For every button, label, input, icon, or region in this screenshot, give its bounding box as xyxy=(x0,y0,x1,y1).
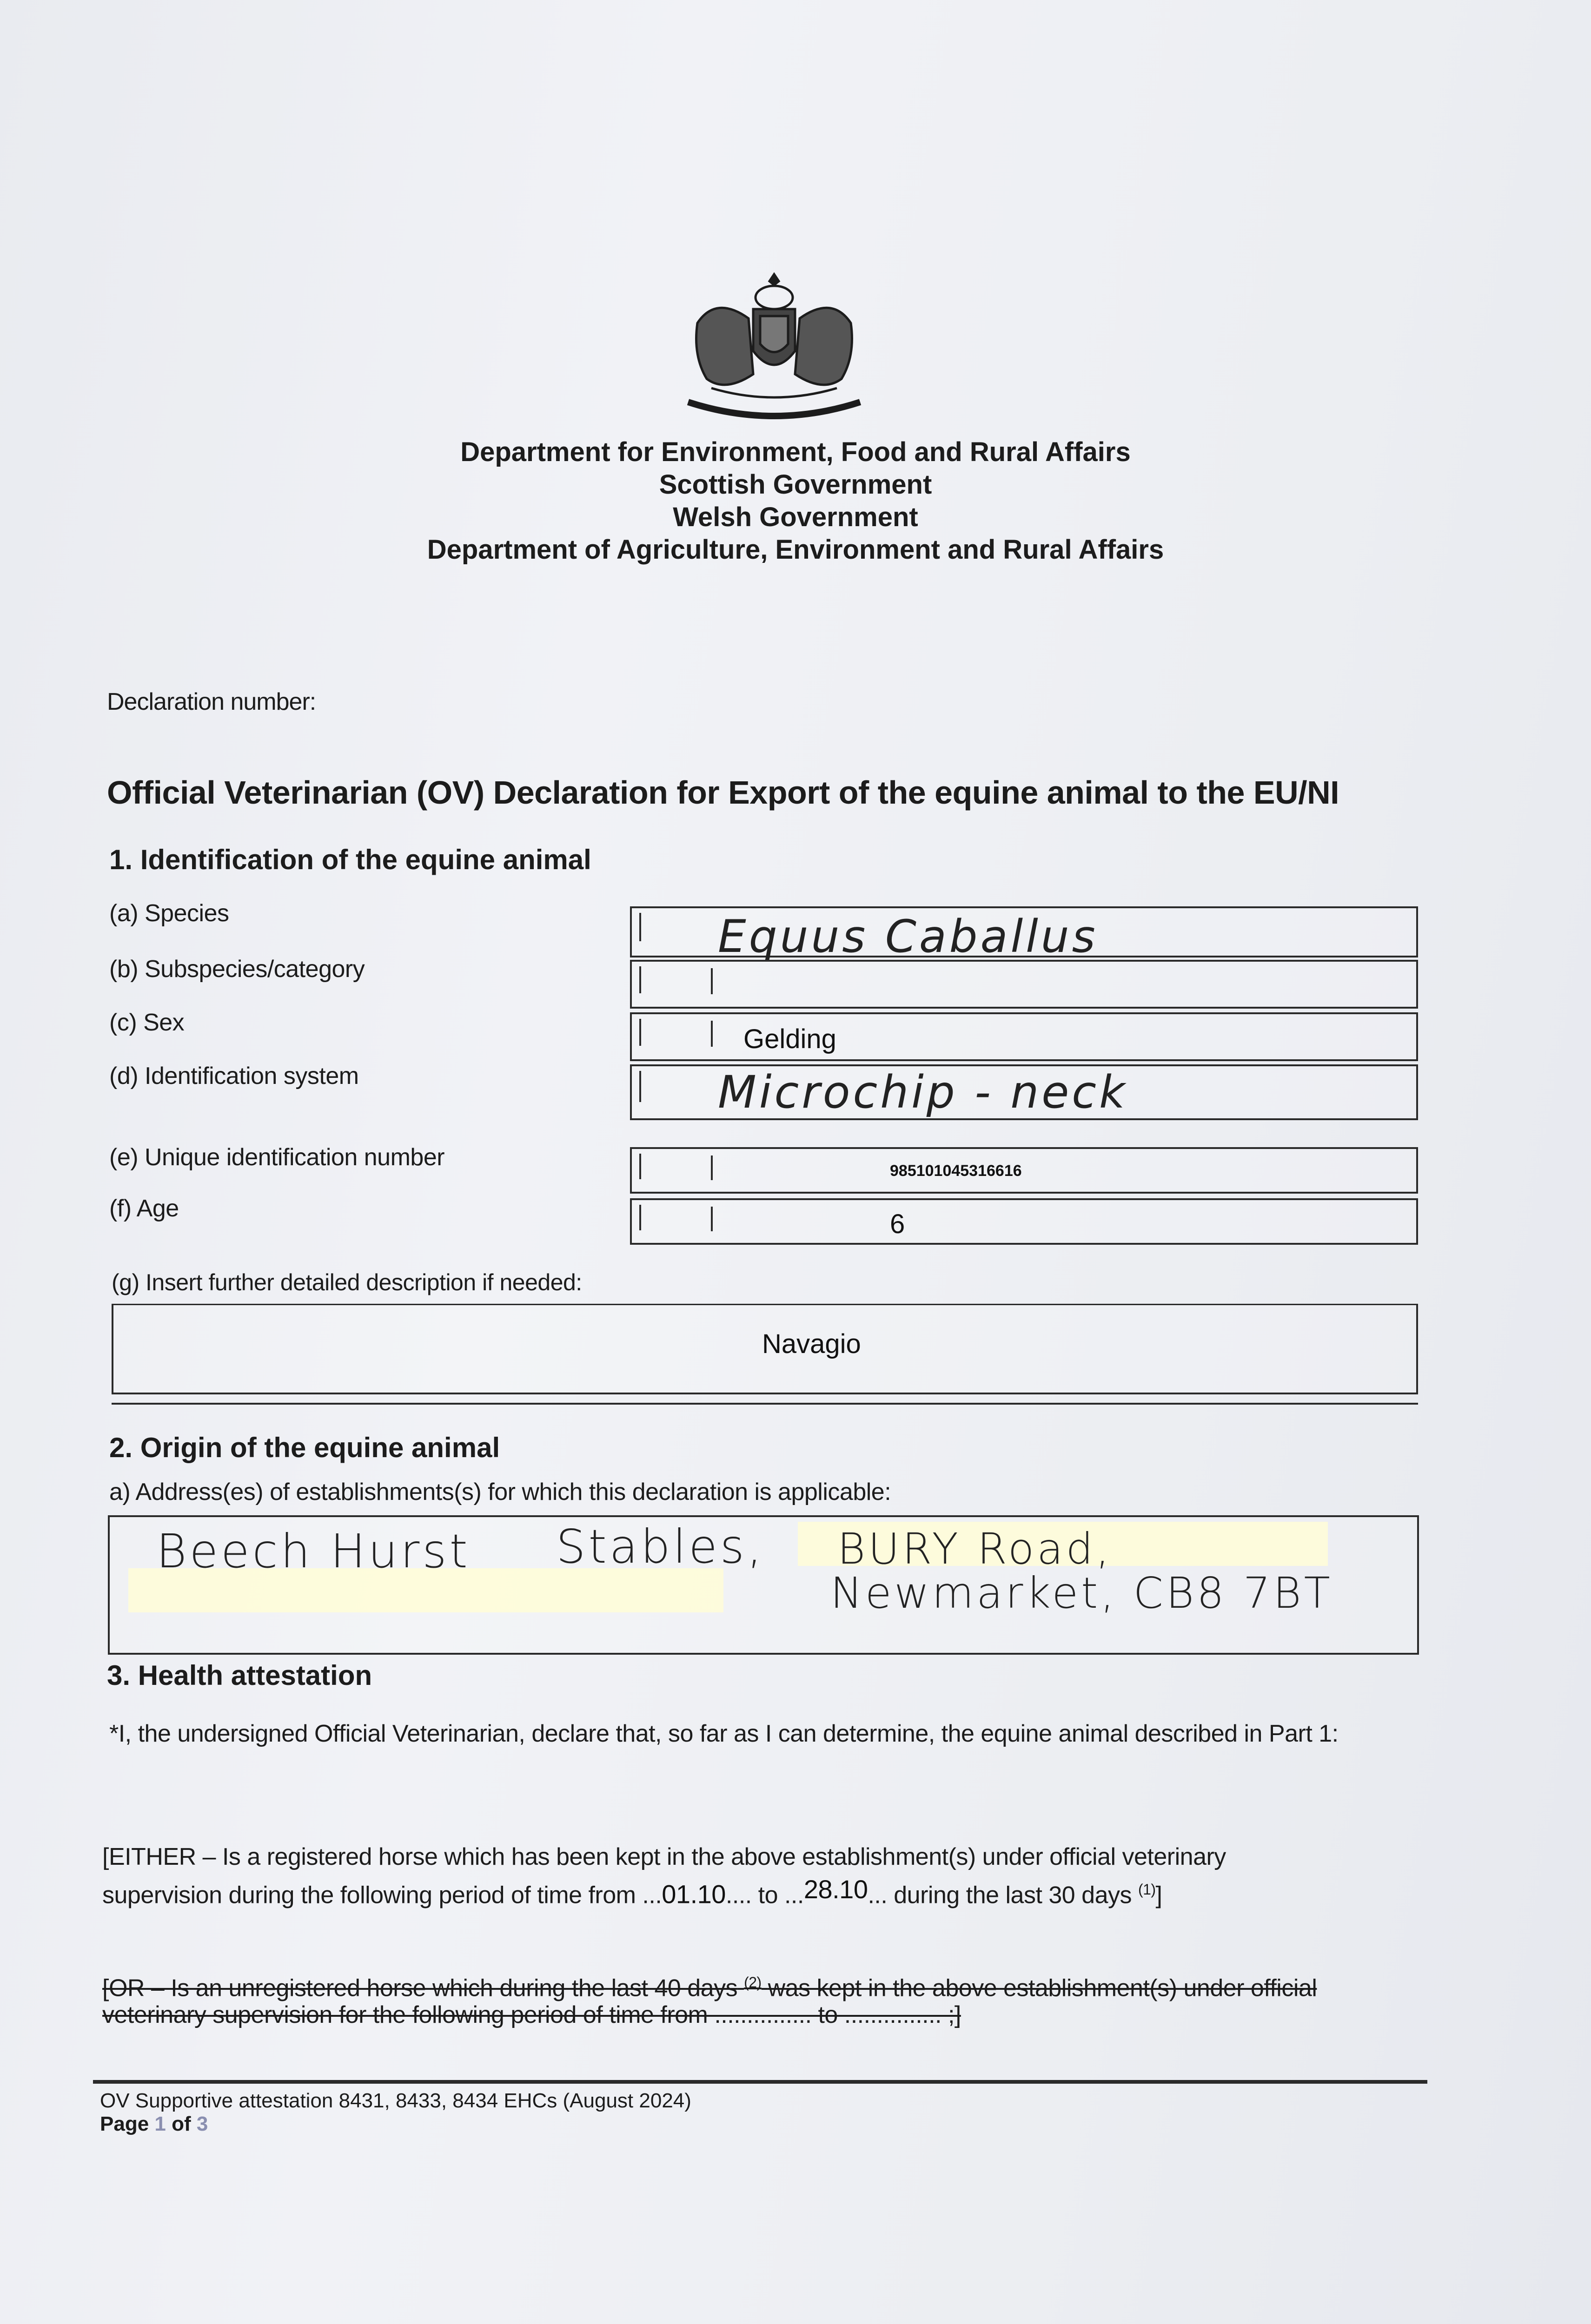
description-field[interactable] xyxy=(112,1304,1418,1394)
or-text-b: was kept in the above establishment(s) under official xyxy=(768,1974,1317,2002)
section3-intro: *I, the undersigned Official Veterinarian, declare that, so far as I can determine, the equine animal described in Part 1: xyxy=(109,1720,1339,1747)
address-label: a) Address(es) of establishments(s) for which this declaration is applicable: xyxy=(109,1479,891,1505)
sex-label: (c) Sex xyxy=(109,1009,185,1036)
or-line2: veterinary supervision for the following period of time from ............... to ............... ;] xyxy=(102,2001,961,2028)
uid-label: (e) Unique identification number xyxy=(109,1144,445,1171)
address-field[interactable] xyxy=(108,1515,1419,1655)
uid-value: 985101045316616 xyxy=(890,1162,1022,1180)
either-end: ] xyxy=(1155,1882,1162,1909)
page-title: Official Veterinarian (OV) Declaration for Export of the equine animal to the EU/NI xyxy=(107,774,1339,811)
section1-heading: 1. Identification of the equine animal xyxy=(109,844,591,875)
royal-coat-of-arms-icon xyxy=(670,272,879,430)
either-text-b: .... to ... xyxy=(725,1882,804,1909)
either-text-c: ... during the last 30 days xyxy=(868,1882,1132,1909)
address-line1-part2: Stables, xyxy=(556,1519,765,1574)
sex-value: Gelding xyxy=(743,1024,836,1054)
age-label: (f) Age xyxy=(109,1195,179,1222)
divider xyxy=(112,1403,1418,1405)
either-line2 xyxy=(102,1873,1423,1911)
species-field[interactable] xyxy=(630,906,1418,963)
address-line1-part1: Beech Hurst xyxy=(156,1524,471,1578)
either-text-a: supervision during the following period of time from ... xyxy=(102,1882,662,1909)
footer-page: Page 1 of 3 xyxy=(100,2113,208,2135)
or-footnote-ref: (2) xyxy=(744,1974,762,1991)
address-line1-part3: BURY Road, xyxy=(837,1524,1113,1574)
from-date-value[interactable]: 01.10 xyxy=(662,1879,726,1909)
id-system-value: Microchip - neck xyxy=(718,1066,1128,1118)
or-text-a: [OR – Is an unregistered horse which during the last 40 days xyxy=(102,1974,738,2002)
section3-heading: 3. Health attestation xyxy=(107,1660,372,1691)
species-label: (a) Species xyxy=(109,900,229,927)
uid-field[interactable] xyxy=(630,1147,1418,1194)
description-label: (g) Insert further detailed description if needed: xyxy=(112,1269,582,1295)
sex-field[interactable] xyxy=(630,1012,1418,1061)
species-value: Equus Caballus xyxy=(718,911,1098,963)
either-footnote-ref: (1) xyxy=(1138,1881,1156,1898)
footer-rule xyxy=(93,2080,1427,2084)
address-line2: Newmarket, CB8 7BT xyxy=(830,1568,1333,1618)
header-scottish-gov: Scottish Government xyxy=(659,469,932,500)
declaration-number-label: Declaration number: xyxy=(107,688,316,715)
age-value: 6 xyxy=(890,1209,905,1239)
subspecies-label: (b) Subspecies/category xyxy=(109,956,365,983)
either-line1: [EITHER – Is a registered horse which has been kept in the above establishment(s) under official veterinary xyxy=(102,1843,1226,1870)
id-system-field[interactable] xyxy=(630,1064,1418,1120)
description-value: Navagio xyxy=(762,1329,861,1359)
header-welsh-gov: Welsh Government xyxy=(673,502,918,532)
to-date-value[interactable]: 28.10 xyxy=(803,1875,868,1904)
id-system-label: (d) Identification system xyxy=(109,1063,359,1089)
age-field[interactable] xyxy=(630,1198,1418,1245)
subspecies-field[interactable] xyxy=(630,960,1418,1009)
section2-heading: 2. Origin of the equine animal xyxy=(109,1432,500,1463)
footer-attestation: OV Supportive attestation 8431, 8433, 8434 EHCs (August 2024) xyxy=(100,2089,691,2112)
header-defra: Department for Environment, Food and Rural Affairs xyxy=(460,437,1131,467)
header-daera: Department of Agriculture, Environment and Rural Affairs xyxy=(427,535,1164,565)
